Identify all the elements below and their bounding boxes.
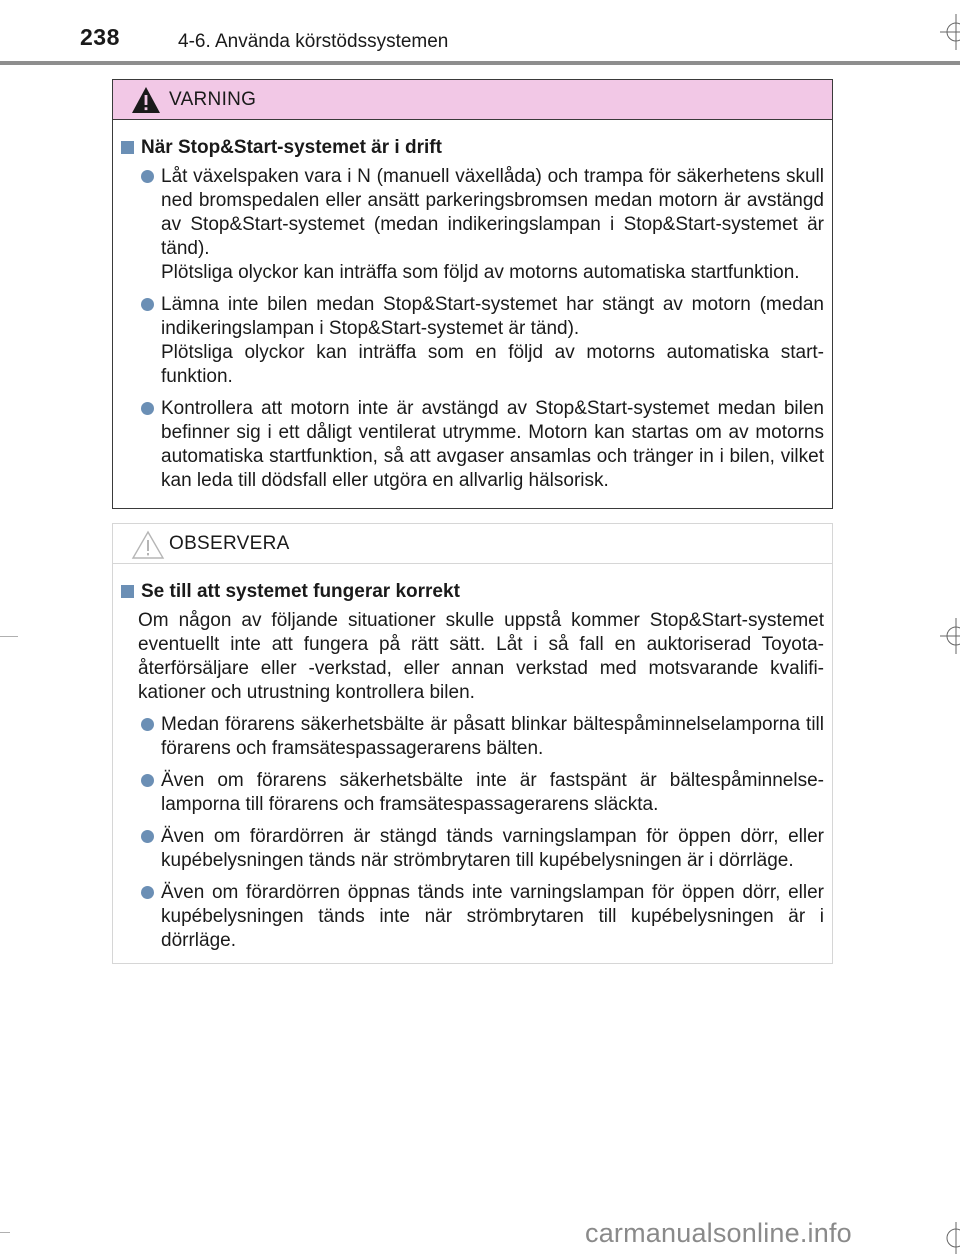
list-item <box>121 713 824 761</box>
registration-mark-icon <box>938 14 960 50</box>
list-item <box>121 881 824 953</box>
caution-triangle-outline-icon <box>131 530 165 560</box>
list-item <box>121 293 824 389</box>
registration-mark-icon <box>938 1222 960 1254</box>
list-item-text: Även om förarens säkerhetsbälte inte är fastspänt är bältespåminnelse-lamporna till förarens och framsätespassagerarens släckta. <box>161 770 824 815</box>
list-item-text: Lämna inte bilen medan Stop&Start-systemet har stängt av motorn (medan indikeringslampan i Stop&Start-systemet är tänd). <box>161 294 824 339</box>
notice-intro: Om någon av följande situationer skulle uppstå kommer Stop&Start-systemet eventuellt inte att fungera på rätt sätt. Låt i så fall en auktoriserad Toyota-återförsäljare eller -verkstad, eller annan verkstad med motsvarande kvalifi-kationer och utrustning kontrollera bilen. <box>138 610 824 703</box>
registration-mark-icon <box>938 618 960 654</box>
round-bullet-icon <box>141 402 154 415</box>
notice-box-header <box>113 524 832 564</box>
list-item <box>121 769 824 817</box>
round-bullet-icon <box>141 170 154 183</box>
square-bullet-icon <box>121 585 134 598</box>
round-bullet-icon <box>141 774 154 787</box>
notice-label: OBSERVERA <box>169 533 290 554</box>
list-item-note: Plötsliga olyckor kan inträffa som en följd av motorns automatiska start-funktion. <box>161 342 824 387</box>
warning-label: VARNING <box>169 89 257 110</box>
warning-box-body <box>113 120 832 493</box>
list-item-text: Även om förardörren är stängd tänds varningslampan för öppen dörr, eller kupébelysningen tänds när strömbrytaren till kupébelysningen är i dörrläge. <box>161 826 824 871</box>
warning-subheading-text: När Stop&Start-systemet är i drift <box>141 137 442 158</box>
warning-triangle-icon <box>131 86 161 114</box>
crop-mark <box>0 1232 10 1233</box>
notice-subheading <box>121 580 824 604</box>
notice-subheading-text: Se till att systemet fungerar korrekt <box>141 581 460 602</box>
page-number: 238 <box>80 24 120 50</box>
warning-box-header <box>113 80 832 120</box>
round-bullet-icon <box>141 886 154 899</box>
list-item-text: Kontrollera att motorn inte är avstängd av Stop&Start-systemet medan bilen befinner sig i ett dåligt ventilerat utrymme. Motorn kan startas om av motorns automatiska startfunktion, så att avgaser ansamlas och tränger in i bilen, vilket kan leda till dödsfall eller utgöra en allvarlig hälsorisk. <box>161 398 824 491</box>
list-item <box>121 165 824 285</box>
round-bullet-icon <box>141 718 154 731</box>
list-item-text: Låt växelspaken vara i N (manuell växellåda) och trampa för säkerhetens skull ned bromspedalen eller ansätt parkeringsbromsen medan motorn är avstängd av Stop&Start-systemet (medan indikeringslampan i Stop&Start-systemet är tänd). <box>161 166 824 259</box>
crop-mark <box>0 636 18 637</box>
notice-box <box>112 523 833 964</box>
warning-box <box>112 79 833 509</box>
section-title: 4-6. Använda körstödssystemen <box>178 31 449 52</box>
round-bullet-icon <box>141 830 154 843</box>
round-bullet-icon <box>141 298 154 311</box>
list-item-text: Även om förardörren öppnas tänds inte varningslampan för öppen dörr, eller kupébelysningen tänds inte när strömbrytaren till kupébelysningen är i dörrläge. <box>161 882 824 951</box>
square-bullet-icon <box>121 141 134 154</box>
list-item <box>121 825 824 873</box>
watermark: carmanualsonline.info <box>585 1218 852 1248</box>
warning-subheading <box>121 136 824 160</box>
header-rule <box>0 61 960 65</box>
list-item-note: Plötsliga olyckor kan inträffa som följd av motorns automatiska startfunktion. <box>161 262 800 283</box>
list-item <box>121 397 824 493</box>
list-item-text: Medan förarens säkerhetsbälte är påsatt blinkar bältespåminnelselamporna till förarens och framsätespassagerarens bälten. <box>161 714 824 759</box>
notice-box-body <box>113 564 832 953</box>
